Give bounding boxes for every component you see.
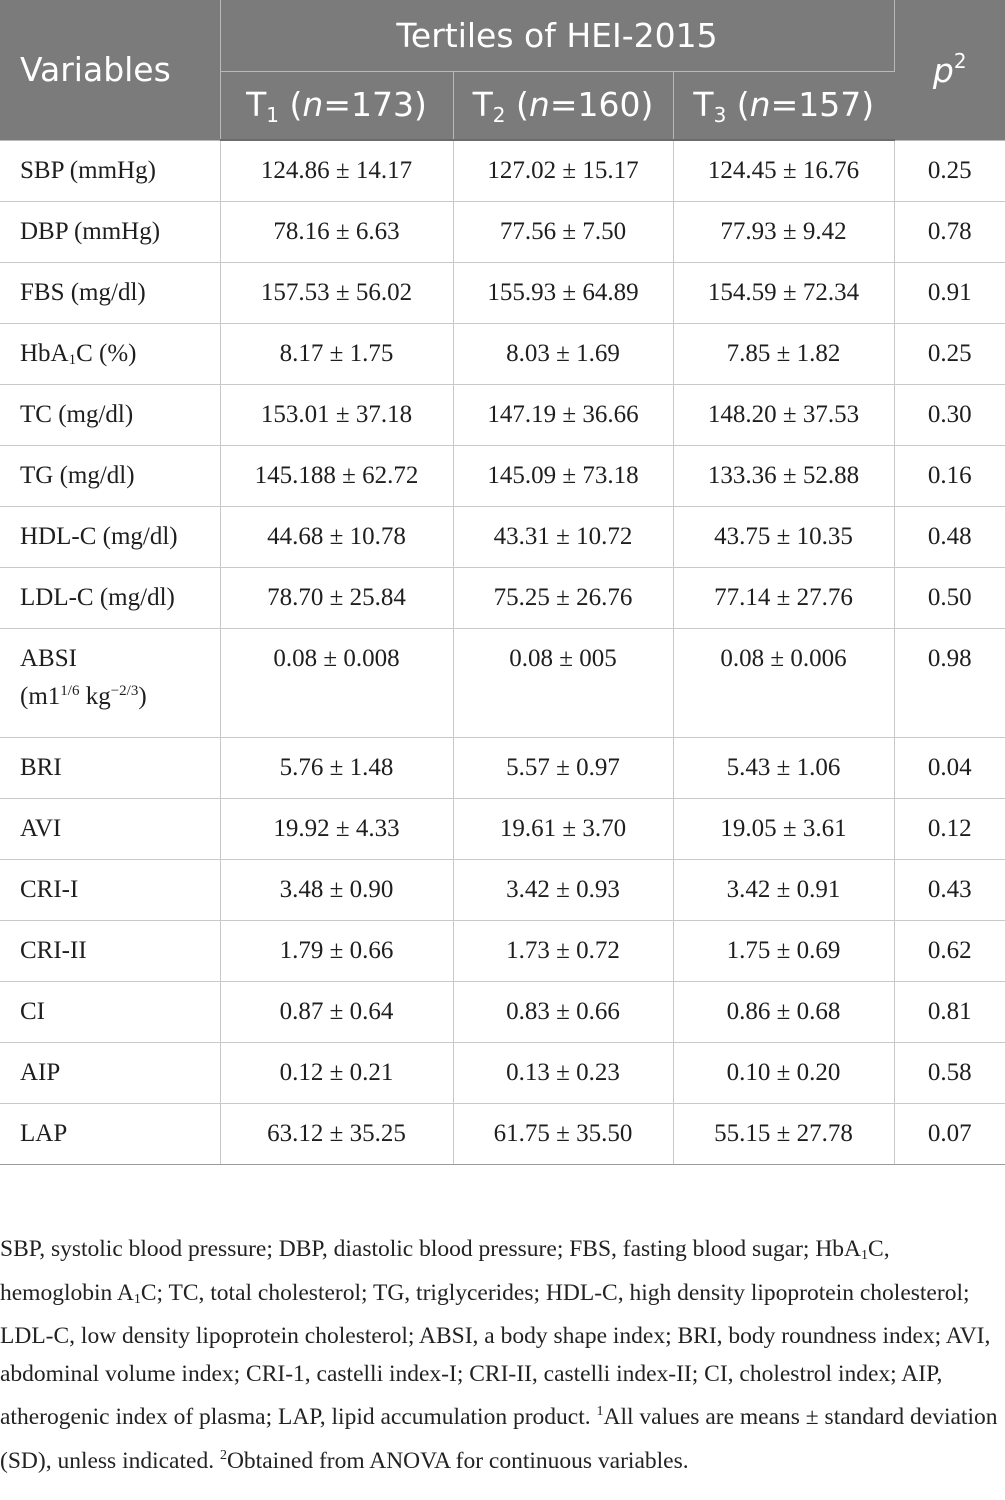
table-row bbox=[0, 1104, 1005, 1165]
t2-cell: 8.03 ± 1.69 bbox=[453, 324, 673, 385]
t2-cell: 77.56 ± 7.50 bbox=[453, 202, 673, 263]
unit-part: 1 bbox=[47, 683, 61, 710]
table-row bbox=[0, 324, 1005, 385]
table-row bbox=[0, 799, 1005, 860]
table-row bbox=[0, 385, 1005, 446]
table-body bbox=[0, 140, 1005, 1165]
p-label: p bbox=[932, 51, 954, 91]
t3-cell: 77.93 ± 9.42 bbox=[673, 202, 894, 263]
t2-cell: 61.75 ± 35.50 bbox=[453, 1104, 673, 1165]
table-row bbox=[0, 263, 1005, 324]
t1-cell: 153.01 ± 37.18 bbox=[220, 385, 453, 446]
unit-superscript: −2/3 bbox=[110, 683, 139, 699]
t3-cell: 5.43 ± 1.06 bbox=[673, 738, 894, 799]
t1-cell: 44.68 ± 10.78 bbox=[220, 507, 453, 568]
t3-cell: 3.42 ± 0.91 bbox=[673, 860, 894, 921]
tertile-1-n: 173 bbox=[350, 84, 414, 124]
unit-part: ) bbox=[138, 683, 147, 710]
p-cell: 0.78 bbox=[894, 202, 1005, 263]
tertile-1-letter: T bbox=[246, 84, 267, 124]
t3-cell: 124.45 ± 16.76 bbox=[673, 140, 894, 202]
t2-cell: 5.57 ± 0.97 bbox=[453, 738, 673, 799]
variable-cell: AVI bbox=[0, 799, 220, 860]
table-footnote bbox=[0, 1231, 1005, 1481]
p-cell: 0.04 bbox=[894, 738, 1005, 799]
table-row bbox=[0, 921, 1005, 982]
p-cell: 0.12 bbox=[894, 799, 1005, 860]
variable-unit bbox=[20, 683, 220, 711]
variable-cell: LAP bbox=[0, 1104, 220, 1165]
table-header bbox=[0, 0, 1005, 140]
t1-cell: 157.53 ± 56.02 bbox=[220, 263, 453, 324]
t3-cell: 133.36 ± 52.88 bbox=[673, 446, 894, 507]
p-cell: 0.25 bbox=[894, 140, 1005, 202]
t3-cell: 148.20 ± 37.53 bbox=[673, 385, 894, 446]
footnote-text: Obtained from ANOVA for continuous variables. bbox=[226, 1447, 689, 1474]
tertile-3-n: 157 bbox=[798, 84, 862, 124]
p-cell: 0.98 bbox=[894, 629, 1005, 738]
variable-cell: HDL-C (mg/dl) bbox=[0, 507, 220, 568]
t2-cell: 75.25 ± 26.76 bbox=[453, 568, 673, 629]
table-row bbox=[0, 140, 1005, 202]
variable-text: C (%) bbox=[76, 339, 137, 367]
t3-cell: 43.75 ± 10.35 bbox=[673, 507, 894, 568]
t2-cell: 0.13 ± 0.23 bbox=[453, 1043, 673, 1104]
t3-cell: 77.14 ± 27.76 bbox=[673, 568, 894, 629]
variable-cell: LDL-C (mg/dl) bbox=[0, 568, 220, 629]
header-tertiles-group: Tertiles of HEI-2015 bbox=[220, 0, 894, 72]
variable-cell: TG (mg/dl) bbox=[0, 446, 220, 507]
variable-text: ABSI bbox=[20, 645, 77, 672]
tertile-2-n: 160 bbox=[577, 84, 641, 124]
t1-cell: 78.70 ± 25.84 bbox=[220, 568, 453, 629]
t3-cell: 154.59 ± 72.34 bbox=[673, 263, 894, 324]
t1-cell: 3.48 ± 0.90 bbox=[220, 860, 453, 921]
variable-cell: CI bbox=[0, 982, 220, 1043]
variable-cell bbox=[0, 324, 220, 385]
table-row bbox=[0, 860, 1005, 921]
t2-cell: 0.83 ± 0.66 bbox=[453, 982, 673, 1043]
p-cell: 0.62 bbox=[894, 921, 1005, 982]
footnote-text: SBP, systolic blood pressure; DBP, diastolic blood pressure; FBS, fasting blood sugar; HbA bbox=[0, 1236, 862, 1262]
t1-cell: 19.92 ± 4.33 bbox=[220, 799, 453, 860]
t2-cell: 19.61 ± 3.70 bbox=[453, 799, 673, 860]
p-cell: 0.81 bbox=[894, 982, 1005, 1043]
t2-cell: 1.73 ± 0.72 bbox=[453, 921, 673, 982]
footnote-text: C; TC, total cholesterol; TG, triglycerides; HDL-C, high density lipoprotein cholesterol; LDL-C, low density lipoprotein cholesterol; ABSI, a body shape index; BRI, body roundness index; AVI, abdominal volume index; CRI-1, castelli index-I; CRI-II, castelli index-II; CI, cholestrol index; AIP, atherogenic index of plasma; LAP, lipid accumulation product. bbox=[0, 1279, 991, 1431]
table-row bbox=[0, 629, 1005, 738]
footnote-subscript: 1 bbox=[861, 1248, 869, 1263]
variable-cell: SBP (mmHg) bbox=[0, 140, 220, 202]
variable-cell: CRI-II bbox=[0, 921, 220, 982]
footnote-text: All values are means ± standard deviation (SD), unless indicated. bbox=[0, 1404, 998, 1474]
table-row bbox=[0, 507, 1005, 568]
t2-cell: 43.31 ± 10.72 bbox=[453, 507, 673, 568]
header-tertile-2: $T_2$ (n=160) bbox=[453, 72, 673, 141]
tertile-3-subscript: 3 bbox=[713, 102, 727, 127]
footnote-superscript: 1 bbox=[596, 1404, 604, 1420]
t1-cell: 63.12 ± 35.25 bbox=[220, 1104, 453, 1165]
unit-part: (m bbox=[20, 683, 48, 710]
p-cell: 0.30 bbox=[894, 385, 1005, 446]
t1-cell: 0.12 ± 0.21 bbox=[220, 1043, 453, 1104]
t1-cell: 8.17 ± 1.75 bbox=[220, 324, 453, 385]
t2-cell: 0.08 ± 005 bbox=[453, 629, 673, 738]
t2-cell: 3.42 ± 0.93 bbox=[453, 860, 673, 921]
t1-cell: 5.76 ± 1.48 bbox=[220, 738, 453, 799]
table-row bbox=[0, 738, 1005, 799]
t3-cell: 1.75 ± 0.69 bbox=[673, 921, 894, 982]
tertile-1-subscript: 1 bbox=[266, 102, 280, 127]
t2-cell: 155.93 ± 64.89 bbox=[453, 263, 673, 324]
t1-cell: 124.86 ± 14.17 bbox=[220, 140, 453, 202]
t1-cell: 0.08 ± 0.008 bbox=[220, 629, 453, 738]
header-tertile-3: $T_3$ (n=157) bbox=[673, 72, 894, 141]
variable-cell: DBP (mmHg) bbox=[0, 202, 220, 263]
t1-cell: 78.16 ± 6.63 bbox=[220, 202, 453, 263]
unit-part: kg bbox=[79, 683, 111, 710]
variable-subscript: 1 bbox=[68, 351, 77, 368]
tertile-2-subscript: 2 bbox=[492, 102, 506, 127]
t1-cell: 145.188 ± 62.72 bbox=[220, 446, 453, 507]
t1-cell: 1.79 ± 0.66 bbox=[220, 921, 453, 982]
p-cell: 0.58 bbox=[894, 1043, 1005, 1104]
variable-cell: FBS (mg/dl) bbox=[0, 263, 220, 324]
header-variables: Variables bbox=[0, 0, 220, 140]
p-cell: 0.91 bbox=[894, 263, 1005, 324]
footnote-superscript: 2 bbox=[219, 1447, 227, 1463]
t1-cell: 0.87 ± 0.64 bbox=[220, 982, 453, 1043]
p-cell: 0.43 bbox=[894, 860, 1005, 921]
tertile-2-letter: T bbox=[472, 84, 493, 124]
p-cell: 0.50 bbox=[894, 568, 1005, 629]
t3-cell: 7.85 ± 1.82 bbox=[673, 324, 894, 385]
variable-cell bbox=[0, 629, 220, 738]
unit-superscript: 1/6 bbox=[60, 683, 80, 699]
table-row bbox=[0, 982, 1005, 1043]
table-row bbox=[0, 1043, 1005, 1104]
footnote-text: C, hemoglobin A bbox=[0, 1236, 890, 1306]
variable-cell: CRI-I bbox=[0, 860, 220, 921]
t3-cell: 0.86 ± 0.68 bbox=[673, 982, 894, 1043]
table-row bbox=[0, 202, 1005, 263]
variable-cell: BRI bbox=[0, 738, 220, 799]
tertile-3-letter: T bbox=[693, 84, 714, 124]
header-p-value bbox=[894, 0, 1005, 140]
p-superscript: 2 bbox=[953, 49, 967, 74]
t2-cell: 145.09 ± 73.18 bbox=[453, 446, 673, 507]
t3-cell: 0.10 ± 0.20 bbox=[673, 1043, 894, 1104]
t3-cell: 55.15 ± 27.78 bbox=[673, 1104, 894, 1165]
t3-cell: 19.05 ± 3.61 bbox=[673, 799, 894, 860]
table-row bbox=[0, 446, 1005, 507]
t2-cell: 127.02 ± 15.17 bbox=[453, 140, 673, 202]
p-cell: 0.07 bbox=[894, 1104, 1005, 1165]
t3-cell: 0.08 ± 0.006 bbox=[673, 629, 894, 738]
variable-text: HbA bbox=[20, 339, 69, 367]
footnote-subscript: 1 bbox=[133, 1291, 141, 1307]
p-cell: 0.16 bbox=[894, 446, 1005, 507]
p-cell: 0.25 bbox=[894, 324, 1005, 385]
variable-cell: AIP bbox=[0, 1043, 220, 1104]
header-tertile-1: $T_1$ (n=173) bbox=[220, 72, 453, 141]
variable-cell: TC (mg/dl) bbox=[0, 385, 220, 446]
table-row bbox=[0, 568, 1005, 629]
p-cell: 0.48 bbox=[894, 507, 1005, 568]
t2-cell: 147.19 ± 36.66 bbox=[453, 385, 673, 446]
